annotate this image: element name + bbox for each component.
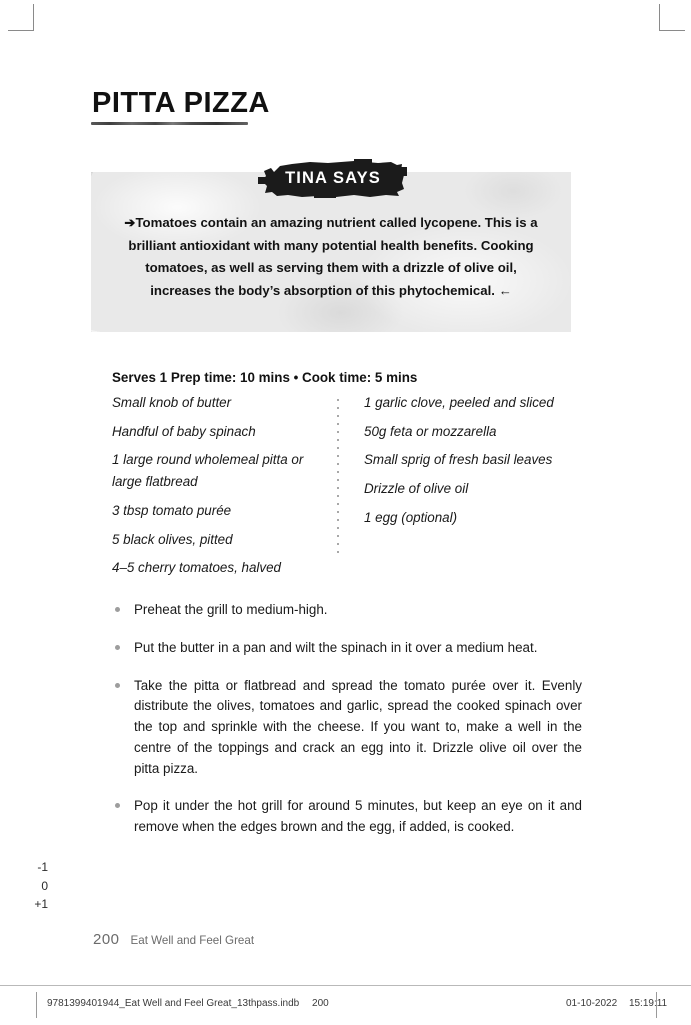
print-info-bar	[0, 985, 691, 1025]
print-filename-group	[47, 998, 329, 1009]
method-step-text: Preheat the grill to medium-high.	[134, 602, 328, 617]
list-item: Handful of baby spinach	[112, 423, 256, 439]
print-time: 15:19:11	[628, 998, 668, 1009]
list-item: 1 egg (optional)	[364, 509, 458, 525]
print-bar-rule-left	[36, 992, 37, 1018]
serving-meta: Serves 1 Prep time: 10 mins • Cook time: 5 mins	[112, 370, 418, 385]
page-footer	[93, 931, 254, 948]
tina-says-quote	[115, 212, 547, 303]
tina-says-quote-text: Tomatoes contain an amazing nutrient called lycopene. This is a brilliant antioxidant with many potential health benefits. Cooking tomatoes, as well as serving them with a drizzle of olive oil, increases the body’s absorption of this phytochemical.	[128, 215, 538, 299]
tina-says-banner-label: TINA SAYS	[285, 168, 381, 187]
bullet-icon	[115, 683, 120, 688]
book-title: Eat Well and Feel Great	[130, 934, 255, 947]
list-item: Small knob of butter	[112, 395, 232, 410]
list-item: 1 garlic clove, peeled and sliced	[364, 395, 554, 410]
method-step	[112, 600, 582, 621]
list-item: Small sprig of fresh basil leaves	[364, 452, 553, 468]
ingredients-column-left	[112, 392, 330, 586]
print-page-number: 200	[312, 998, 329, 1009]
bullet-icon	[115, 803, 120, 808]
method-step	[112, 676, 582, 780]
print-filename: 9781399401944_Eat Well and Feel Great_13thpass.indb	[47, 998, 300, 1009]
arrow-right-icon: ➔	[124, 215, 136, 230]
method-step	[112, 796, 582, 838]
method-section	[112, 600, 582, 838]
method-step-text: Pop it under the hot grill for around 5 minutes, but keep an eye on it and remove when the edges brown and the egg, if added, is cooked.	[134, 798, 582, 835]
title-underline-rule	[91, 122, 248, 125]
ingredients-section	[112, 392, 582, 586]
registration-mark: +1	[34, 897, 48, 912]
registration-marks	[8, 858, 48, 914]
registration-mark: 0	[41, 878, 48, 893]
method-step-text: Take the pitta or flatbread and spread the tomato purée over it. Evenly distribute the olives, tomatoes and garlic, spread the cooked spinach over the top and sprinkle with the cheese. If you want to, make a well in the centre of the toppings and crack an egg into it. Drizzle olive oil over the pitta pizza.	[134, 677, 582, 776]
page-title: PITTA PIZZA	[92, 87, 270, 119]
list-item: 50g feta or mozzarella	[364, 423, 497, 439]
list-item: Drizzle of olive oil	[364, 481, 469, 497]
bullet-icon	[115, 607, 120, 612]
list-item: 5 black olives, pitted	[112, 531, 233, 547]
print-date: 01-10-2022	[566, 998, 618, 1009]
print-timestamp-group	[566, 998, 667, 1009]
list-item: 3 tbsp tomato purée	[112, 502, 232, 518]
method-step-text: Put the butter in a pan and wilt the spinach in it over a medium heat.	[134, 639, 538, 655]
ingredients-column-right	[364, 392, 582, 586]
method-step	[112, 638, 582, 659]
list-item: 1 large round wholemeal pitta or large flatbread	[112, 452, 304, 490]
bullet-icon	[115, 645, 120, 650]
folio-number: 200	[93, 931, 120, 948]
arrow-left-icon: ←	[498, 283, 512, 299]
tina-says-banner	[258, 159, 408, 199]
registration-mark: -1	[37, 860, 48, 874]
list-item: 4–5 cherry tomatoes, halved	[112, 560, 281, 576]
